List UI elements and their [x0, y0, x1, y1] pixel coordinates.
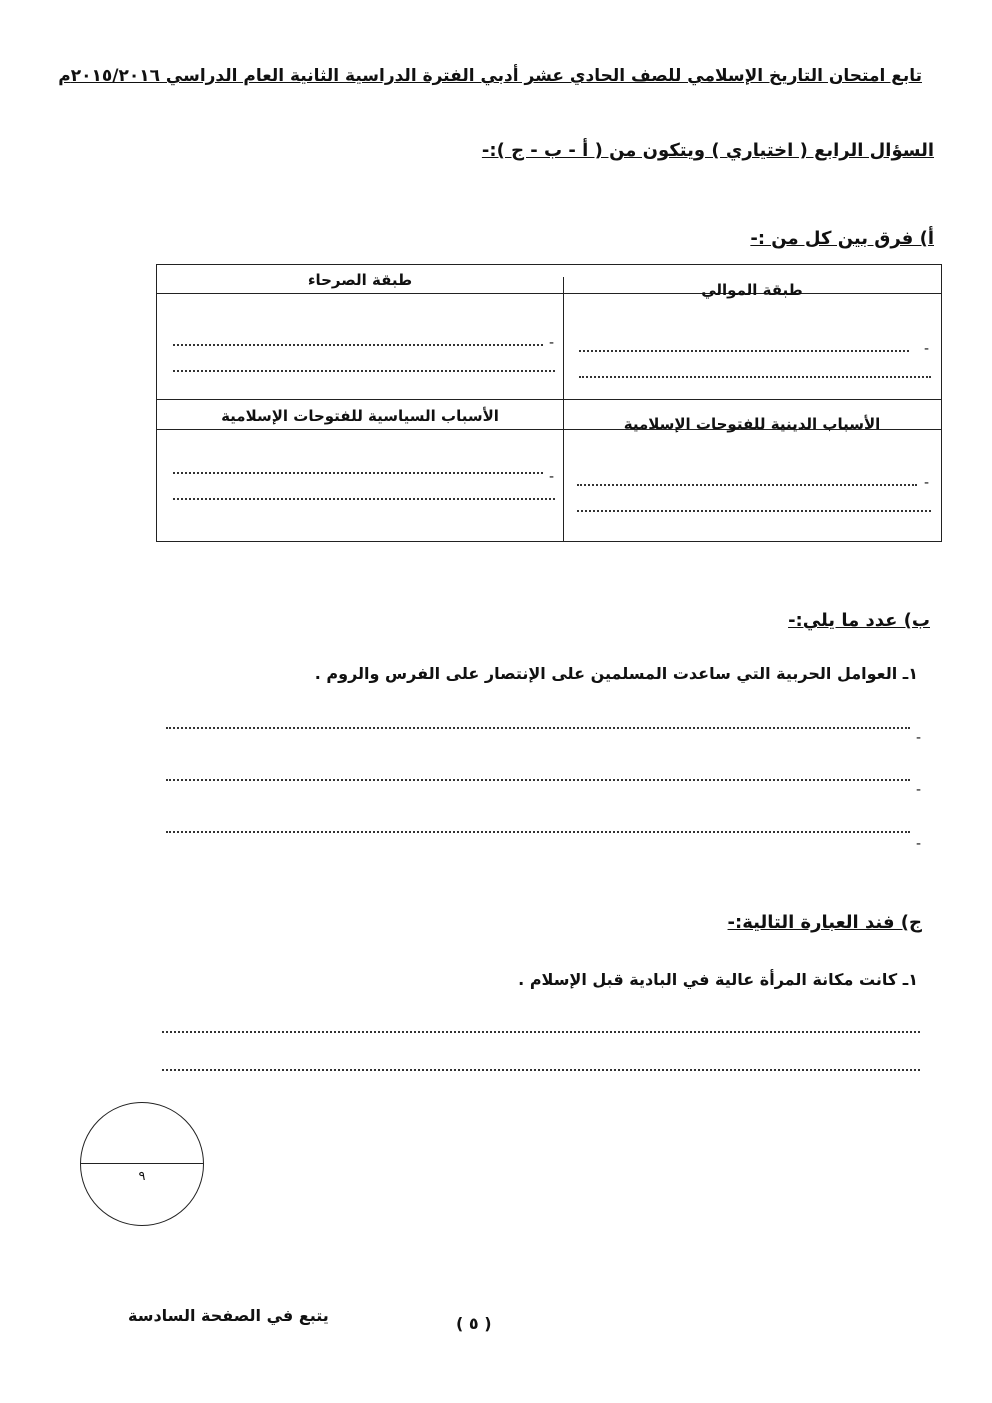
comparison-table: [156, 264, 942, 542]
answer-dash: -: [923, 341, 929, 357]
section-a-heading: أ) فرق بين كل من :-: [750, 228, 934, 249]
table-header-political-causes: الأسباب السياسية للفتوحات الإسلامية: [221, 407, 499, 425]
section-c-heading: ج) فند العبارة التالية:-: [727, 912, 922, 933]
answer-line[interactable]: [579, 349, 909, 352]
table-header-surahaa: طبقة الصرحاء: [307, 271, 413, 289]
table-header-mawali: طبقة الموالي: [701, 281, 803, 299]
grade-circle: [80, 1102, 204, 1226]
question-title: السؤال الرابع ( اختياري ) ويتكون من ( أ - ب - ج ):-: [481, 140, 934, 161]
answer-line[interactable]: [577, 509, 931, 512]
answer-line[interactable]: [166, 726, 910, 729]
table-column-divider: [563, 277, 564, 541]
answer-dash: -: [916, 836, 922, 852]
section-c-item-1: ١ـ كانت مكانة المرأة عالية في البادية قبل الإسلام .: [518, 970, 918, 989]
section-b-heading: ب) عدد ما يلي:-: [788, 610, 930, 631]
exam-header-title: تابع امتحان التاريخ الإسلامي للصف الحادي عشر أدبي الفترة الدراسية الثانية العام الدراسي ٢٠١٥/٢٠١٦م: [58, 66, 922, 86]
answer-line[interactable]: [162, 1068, 920, 1071]
answer-line[interactable]: [166, 830, 910, 833]
grade-divider: [81, 1163, 203, 1164]
table-row-divider: [157, 399, 941, 400]
answer-line[interactable]: [173, 497, 555, 500]
answer-line[interactable]: [579, 375, 931, 378]
answer-dash: -: [549, 335, 555, 351]
answer-line[interactable]: [166, 778, 910, 781]
section-b-item-1: ١ـ العوامل الحربية التي ساعدت المسلمين على الإنتصار على الفرس والروم .: [314, 664, 918, 683]
answer-line[interactable]: [173, 369, 555, 372]
grade-max-mark: ٩: [138, 1169, 146, 1184]
answer-line[interactable]: [162, 1030, 920, 1033]
footer-page-number: ( ٥ ): [456, 1314, 492, 1333]
answer-dash: -: [916, 782, 922, 798]
table-header-religious-causes: الأسباب الدينية للفتوحات الإسلامية: [623, 415, 881, 433]
answer-dash: -: [549, 469, 555, 485]
answer-line[interactable]: [577, 483, 917, 486]
footer-continue-text: يتبع في الصفحة السادسة: [128, 1306, 329, 1325]
answer-dash: -: [923, 475, 929, 491]
answer-line[interactable]: [173, 343, 543, 346]
answer-line[interactable]: [173, 471, 543, 474]
answer-dash: -: [916, 730, 922, 746]
